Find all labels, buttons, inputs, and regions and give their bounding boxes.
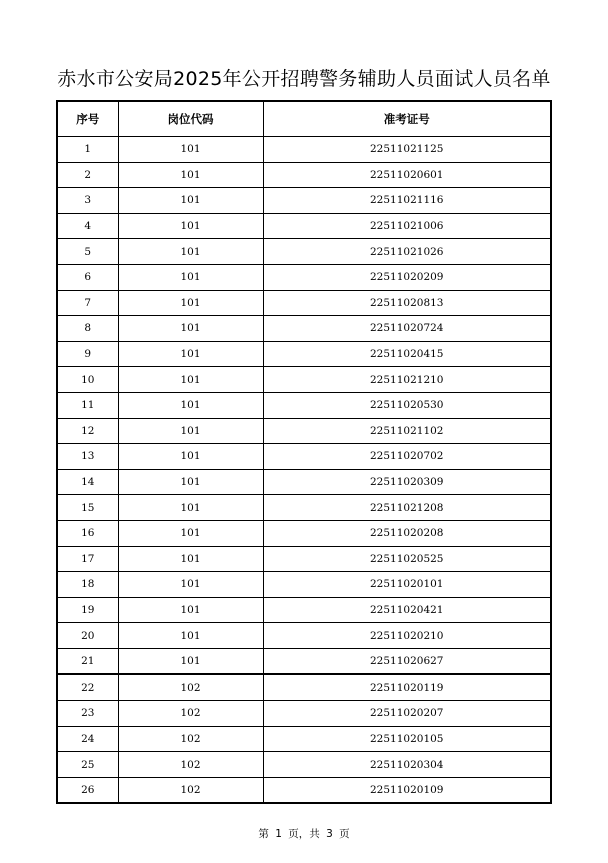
cell-position-code: 101 xyxy=(118,392,263,418)
cell-position-code: 101 xyxy=(118,239,263,265)
table-row xyxy=(57,162,551,188)
table-row xyxy=(57,572,551,598)
cell-ticket-number: 22511021026 xyxy=(263,239,551,265)
cell-position-code: 101 xyxy=(118,213,263,239)
cell-seq: 16 xyxy=(57,520,118,546)
cell-position-code: 101 xyxy=(118,316,263,342)
cell-seq: 6 xyxy=(57,264,118,290)
cell-position-code: 101 xyxy=(118,597,263,623)
cell-position-code: 102 xyxy=(118,752,263,778)
cell-ticket-number: 22511020208 xyxy=(263,520,551,546)
cell-seq: 2 xyxy=(57,162,118,188)
cell-position-code: 101 xyxy=(118,495,263,521)
table-row xyxy=(57,726,551,752)
cell-ticket-number: 22511020627 xyxy=(263,648,551,674)
cell-seq: 3 xyxy=(57,188,118,214)
cell-seq: 10 xyxy=(57,367,118,393)
table-row xyxy=(57,674,551,700)
cell-seq: 26 xyxy=(57,777,118,803)
cell-ticket-number: 22511021006 xyxy=(263,213,551,239)
cell-seq: 13 xyxy=(57,444,118,470)
table-body xyxy=(57,137,551,804)
cell-position-code: 101 xyxy=(118,418,263,444)
cell-position-code: 101 xyxy=(118,137,263,163)
cell-position-code: 102 xyxy=(118,701,263,727)
cell-ticket-number: 22511020525 xyxy=(263,546,551,572)
cell-seq: 23 xyxy=(57,701,118,727)
table-row xyxy=(57,701,551,727)
cell-seq: 7 xyxy=(57,290,118,316)
cell-ticket-number: 22511020702 xyxy=(263,444,551,470)
cell-ticket-number: 22511020421 xyxy=(263,597,551,623)
cell-position-code: 102 xyxy=(118,674,263,700)
cell-seq: 14 xyxy=(57,469,118,495)
cell-seq: 18 xyxy=(57,572,118,598)
cell-ticket-number: 22511020105 xyxy=(263,726,551,752)
table-row xyxy=(57,546,551,572)
cell-ticket-number: 22511020209 xyxy=(263,264,551,290)
table-row xyxy=(57,367,551,393)
cell-position-code: 101 xyxy=(118,341,263,367)
cell-seq: 4 xyxy=(57,213,118,239)
cell-seq: 22 xyxy=(57,674,118,700)
table-row xyxy=(57,495,551,521)
header-seq: 序号 xyxy=(57,101,118,137)
cell-position-code: 101 xyxy=(118,444,263,470)
cell-position-code: 101 xyxy=(118,290,263,316)
cell-seq: 20 xyxy=(57,623,118,649)
cell-position-code: 101 xyxy=(118,648,263,674)
cell-seq: 9 xyxy=(57,341,118,367)
cell-position-code: 101 xyxy=(118,162,263,188)
cell-ticket-number: 22511020101 xyxy=(263,572,551,598)
cell-seq: 25 xyxy=(57,752,118,778)
table-row xyxy=(57,316,551,342)
cell-ticket-number: 22511021102 xyxy=(263,418,551,444)
cell-ticket-number: 22511020304 xyxy=(263,752,551,778)
cell-seq: 15 xyxy=(57,495,118,521)
cell-ticket-number: 22511020309 xyxy=(263,469,551,495)
table-row xyxy=(57,188,551,214)
cell-position-code: 102 xyxy=(118,777,263,803)
cell-seq: 21 xyxy=(57,648,118,674)
cell-ticket-number: 22511020119 xyxy=(263,674,551,700)
header-position-code: 岗位代码 xyxy=(118,101,263,137)
table-row xyxy=(57,213,551,239)
table-row xyxy=(57,597,551,623)
cell-position-code: 101 xyxy=(118,188,263,214)
cell-seq: 1 xyxy=(57,137,118,163)
cell-ticket-number: 22511021210 xyxy=(263,367,551,393)
table-row xyxy=(57,444,551,470)
table-row xyxy=(57,137,551,163)
table-row xyxy=(57,777,551,803)
cell-position-code: 101 xyxy=(118,367,263,393)
cell-ticket-number: 22511020813 xyxy=(263,290,551,316)
cell-seq: 11 xyxy=(57,392,118,418)
cell-ticket-number: 22511020724 xyxy=(263,316,551,342)
cell-ticket-number: 22511020415 xyxy=(263,341,551,367)
cell-position-code: 101 xyxy=(118,520,263,546)
cell-ticket-number: 22511020207 xyxy=(263,701,551,727)
table-row xyxy=(57,648,551,674)
cell-ticket-number: 22511020601 xyxy=(263,162,551,188)
cell-ticket-number: 22511020210 xyxy=(263,623,551,649)
cell-seq: 5 xyxy=(57,239,118,265)
cell-seq: 8 xyxy=(57,316,118,342)
cell-ticket-number: 22511020530 xyxy=(263,392,551,418)
table-header-row xyxy=(57,101,551,137)
cell-position-code: 101 xyxy=(118,623,263,649)
cell-seq: 24 xyxy=(57,726,118,752)
cell-ticket-number: 22511021208 xyxy=(263,495,551,521)
cell-position-code: 101 xyxy=(118,264,263,290)
table-row xyxy=(57,264,551,290)
table-row xyxy=(57,623,551,649)
cell-seq: 12 xyxy=(57,418,118,444)
cell-position-code: 101 xyxy=(118,546,263,572)
table-row xyxy=(57,290,551,316)
cell-position-code: 101 xyxy=(118,572,263,598)
cell-seq: 17 xyxy=(57,546,118,572)
cell-position-code: 102 xyxy=(118,726,263,752)
table-row xyxy=(57,469,551,495)
cell-position-code: 101 xyxy=(118,469,263,495)
cell-seq: 19 xyxy=(57,597,118,623)
table-row xyxy=(57,418,551,444)
cell-ticket-number: 22511021125 xyxy=(263,137,551,163)
table-row xyxy=(57,392,551,418)
header-ticket-number: 准考证号 xyxy=(263,101,551,137)
table-row xyxy=(57,752,551,778)
page-footer: 第 1 页，共 3 页 xyxy=(258,828,350,840)
table-row xyxy=(57,239,551,265)
document-title: 赤水市公安局2025年公开招聘警务辅助人员面试人员名单 xyxy=(57,68,551,90)
cell-ticket-number: 22511021116 xyxy=(263,188,551,214)
cell-ticket-number: 22511020109 xyxy=(263,777,551,803)
table-row xyxy=(57,341,551,367)
interview-list-table xyxy=(56,100,552,804)
table-row xyxy=(57,520,551,546)
